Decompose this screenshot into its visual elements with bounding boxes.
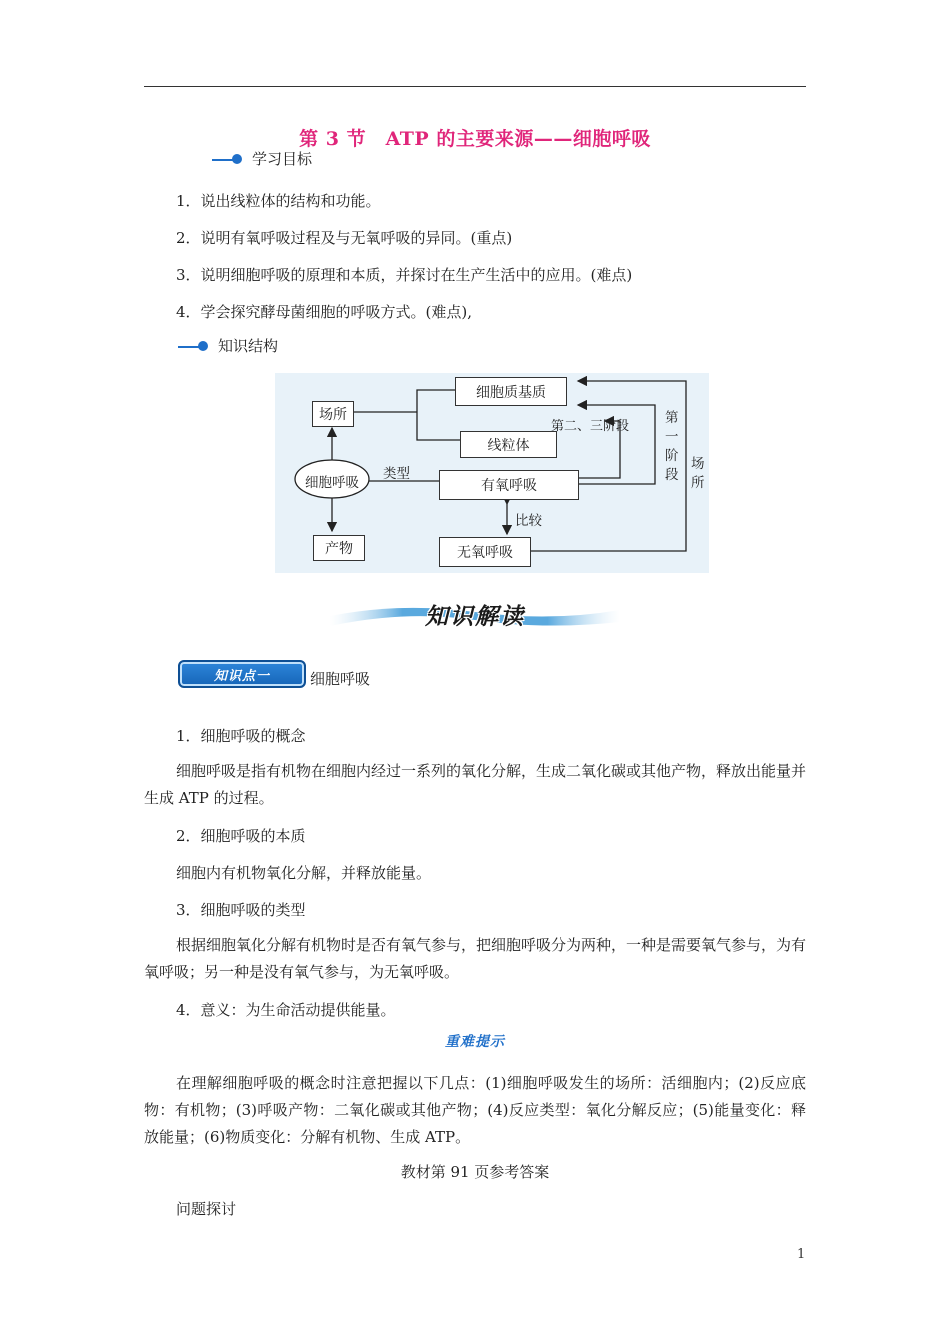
- tip-paragraph: 在理解细胞呼吸的概念时注意把握以下几点：(1)细胞呼吸发生的场所：活细胞内；(2)反应底物：有机物；(3)呼吸产物：二氧化碳或其他产物；(4)反应类型：氧化分解反应；(5)能量变化：释放能量；(6)物质变化：分解有机物、生成 ATP。: [144, 1074, 806, 1146]
- cytoplasm-node: 细胞质基质: [455, 377, 567, 406]
- compare-label: 比较: [515, 513, 542, 529]
- page-number: 1: [797, 1247, 806, 1262]
- objectives-heading-label: 学习目标: [252, 150, 313, 168]
- site-node: 场所: [312, 401, 354, 427]
- content-paragraph: 细胞呼吸是指有机物在细胞内经过一系列的氧化分解，生成二氧化碳或其他产物，释放出能量并生成 ATP 的过程。: [144, 762, 807, 807]
- tip-heading: 重难提示: [445, 1034, 505, 1050]
- site-side-label: 场所: [691, 456, 705, 491]
- discussion-heading: 问题探讨: [176, 1200, 237, 1218]
- product-node: 产物: [313, 535, 365, 561]
- content-heading: 2．细胞呼吸的本质: [176, 827, 306, 845]
- answers-heading: 教材第 91 页参考答案: [400, 1163, 550, 1181]
- center-node: 细胞呼吸: [305, 475, 359, 491]
- section-marker-icon: [178, 340, 210, 352]
- banner-title: 知识解读: [425, 603, 525, 630]
- concept-diagram: [275, 373, 709, 573]
- content-heading: 3．细胞呼吸的类型: [176, 901, 306, 919]
- aerobic-node: 有氧呼吸: [439, 470, 579, 500]
- objective-item: 4．学会探究酵母菌细胞的呼吸方式。(难点),: [176, 303, 473, 321]
- section-banner: [330, 596, 620, 632]
- header-rule: [144, 86, 806, 87]
- stage1-label: 第一阶段: [665, 410, 679, 483]
- knowledge-point-badge: 知识点一: [178, 660, 306, 688]
- objective-item: 2．说明有氧呼吸过程及与无氧呼吸的异同。(重点): [176, 229, 513, 247]
- anaerobic-node: 无氧呼吸: [439, 537, 531, 567]
- objective-item: 3．说明细胞呼吸的原理和本质，并探讨在生产生活中的应用。(难点): [176, 266, 633, 284]
- type-label: 类型: [383, 466, 410, 482]
- objectives-heading: [212, 148, 312, 169]
- mitochondria-node: 线粒体: [460, 431, 557, 458]
- content-paragraph: 根据细胞氧化分解有机物时是否有氧气参与，把细胞呼吸分为两种，一种是需要氧气参与，为有氧呼吸；另一种是没有氧气参与，为无氧呼吸。: [144, 936, 807, 981]
- section-marker-icon: [212, 153, 244, 165]
- structure-heading: [178, 335, 278, 356]
- structure-heading-label: 知识结构: [218, 337, 279, 355]
- stage23-label: 第二、三阶段: [551, 419, 630, 434]
- content-paragraph: 细胞内有机物氧化分解，并释放能量。: [176, 864, 432, 882]
- knowledge-point-topic: 细胞呼吸: [310, 670, 371, 688]
- objective-item: 1．说出线粒体的结构和功能。: [176, 192, 381, 210]
- content-heading: 1．细胞呼吸的概念: [176, 727, 306, 745]
- content-heading: 4．意义：为生命活动提供能量。: [176, 1001, 396, 1019]
- page-title: 第 3 节 ATP 的主要来源——细胞呼吸: [299, 128, 651, 150]
